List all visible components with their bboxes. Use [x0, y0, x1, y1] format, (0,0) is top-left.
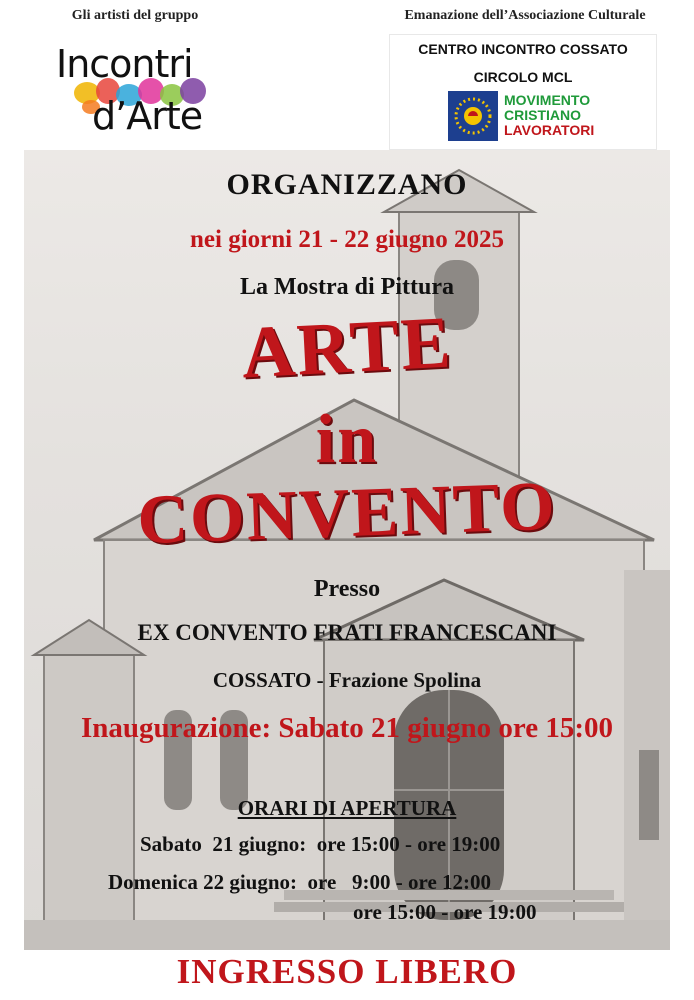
presso-label: Presso: [313, 576, 381, 602]
hours-sunday-afternoon: ore 15:00 - ore 19:00: [353, 900, 537, 924]
mcl-emblem-icon: [448, 91, 498, 141]
header-right-caption: Emanazione dell’Associazione Culturale: [404, 8, 646, 23]
circolo-mcl-label: CIRCOLO MCL: [473, 69, 573, 85]
mcl-word-lavoratori: LAVORATORI: [504, 122, 595, 138]
mcl-logo-block: [389, 34, 657, 150]
location-frazione: - Frazione Spolina: [311, 668, 482, 692]
mcl-word-movimento: MOVIMENTO: [504, 92, 591, 108]
logo-left-word-2: d’Arte: [92, 94, 203, 138]
title-arte: ARTE: [239, 301, 455, 395]
hours-saturday: Sabato 21 giugno: ore 15:00 - ore 19:00: [140, 832, 501, 856]
incontri-darte-logo: [52, 42, 224, 146]
location-city: COSSATO: [212, 668, 312, 692]
logo-left-word-1: Incontri: [56, 42, 193, 86]
event-dates: nei giorni 21 - 22 giugno 2025: [190, 226, 504, 253]
venue-name: EX CONVENTO FRATI FRANCESCANI: [137, 620, 557, 645]
organizzano-heading: ORGANIZZANO: [226, 168, 468, 201]
title-convento: CONVENTO: [136, 467, 558, 560]
venue-location: [0, 668, 694, 693]
free-entry-banner: INGRESSO LIBERO: [176, 952, 518, 991]
mostra-subtitle: La Mostra di Pittura: [240, 274, 454, 300]
hours-sunday-morning: Domenica 22 giugno: ore 9:00 - ore 12:00: [108, 870, 492, 894]
centro-incontro-label: CENTRO INCONTRO COSSATO: [418, 41, 628, 57]
header-left-caption: Gli artisti del gruppo: [71, 8, 199, 23]
opening-hours-heading: ORARI DI APERTURA: [237, 796, 457, 820]
inauguration-line: Inaugurazione: Sabato 21 giugno ore 15:00: [81, 712, 613, 744]
title-in: in: [315, 401, 379, 478]
mcl-word-cristiano: CRISTIANO: [504, 107, 581, 123]
